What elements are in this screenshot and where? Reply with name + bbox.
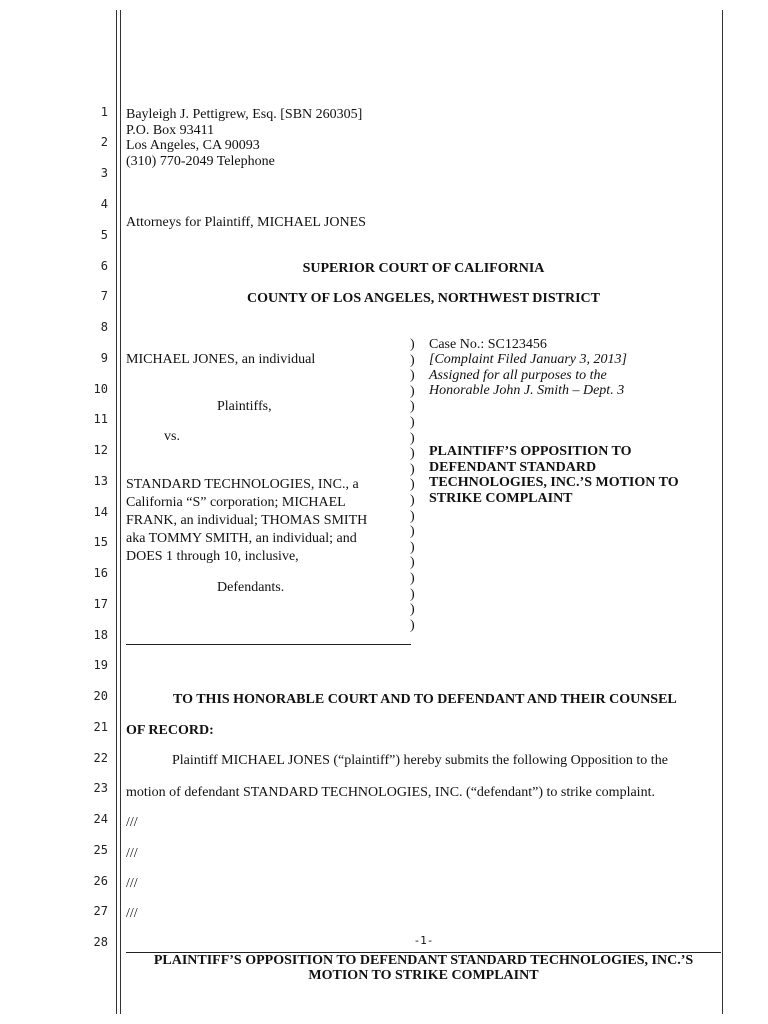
court-district: COUNTY OF LOS ANGELES, NORTHWEST DISTRICT (247, 291, 600, 306)
line-number: 13 (93, 474, 108, 488)
caption-parenthesis: ) (410, 461, 415, 477)
caption-parenthesis: ) (410, 399, 415, 415)
defendant-line: FRANK, an individual; THOMAS SMITH (126, 513, 368, 528)
line-number: 16 (93, 566, 108, 580)
line-number: 21 (93, 720, 108, 734)
caption-parenthesis: ) (410, 508, 415, 524)
caption-parenthesis: ) (410, 477, 415, 493)
caption-parenthesis: ) (410, 383, 415, 399)
line-number: 7 (100, 289, 108, 303)
defendant-role: Defendants. (217, 580, 285, 595)
footer-title-line: PLAINTIFF’S OPPOSITION TO DEFENDANT STANDARD TECHNOLOGIES, INC.’S (153, 953, 694, 968)
defendant-line: STANDARD TECHNOLOGIES, INC., a (126, 477, 359, 492)
line-number: 24 (93, 812, 108, 826)
line-number: 18 (93, 628, 108, 642)
line-number: 28 (93, 935, 108, 949)
attorney-city: Los Angeles, CA 90093 (126, 138, 260, 153)
page-number: -1- (413, 934, 434, 947)
caption-parenthesis: ) (410, 602, 415, 618)
left-margin-rule-inner (120, 10, 121, 1014)
line-number: 26 (93, 874, 108, 888)
line-number: 3 (100, 166, 108, 180)
defendant-line: California “S” corporation; MICHAEL (126, 495, 346, 510)
caption-parenthesis: ) (410, 524, 415, 540)
caption-parenthesis: ) (410, 446, 415, 462)
line-number: 5 (100, 228, 108, 242)
document-title-line: STRIKE COMPLAINT (429, 491, 573, 506)
document-title-line: PLAINTIFF’S OPPOSITION TO (429, 444, 632, 459)
caption-parenthesis: ) (410, 617, 415, 633)
line-number: 14 (93, 505, 108, 519)
caption-parenthesis: ) (410, 555, 415, 571)
line-number: 20 (93, 689, 108, 703)
attorneys-for: Attorneys for Plaintiff, MICHAEL JONES (126, 215, 366, 230)
assignment-line: Assigned for all purposes to the (429, 368, 607, 383)
attorney-po-box: P.O. Box 93411 (126, 123, 215, 138)
attorney-phone: (310) 770-2049 Telephone (126, 154, 275, 169)
court-name: SUPERIOR COURT OF CALIFORNIA (302, 261, 545, 276)
line-number: 1 (100, 105, 108, 119)
right-margin-rule (722, 10, 723, 1014)
caption-underline (126, 644, 411, 645)
versus: vs. (164, 429, 180, 444)
footer-title-line: MOTION TO STRIKE COMPLAINT (308, 968, 539, 983)
section-break-slashes: /// (126, 876, 138, 891)
caption-parenthesis: ) (410, 368, 415, 384)
plaintiff-role: Plaintiffs, (217, 399, 272, 414)
line-number: 17 (93, 597, 108, 611)
line-number: 22 (93, 751, 108, 765)
line-number: 2 (100, 135, 108, 149)
caption-parenthesis: ) (410, 352, 415, 368)
document-title-line: DEFENDANT STANDARD (429, 460, 597, 475)
section-break-slashes: /// (126, 846, 138, 861)
defendant-line: DOES 1 through 10, inclusive, (126, 549, 299, 564)
salutation-line: OF RECORD: (126, 723, 214, 738)
defendant-line: aka TOMMY SMITH, an individual; and (126, 531, 357, 546)
assignment-judge: Honorable John J. Smith – Dept. 3 (429, 383, 625, 398)
line-number: 25 (93, 843, 108, 857)
caption-parenthesis: ) (410, 414, 415, 430)
caption-parenthesis: ) (410, 492, 415, 508)
body-paragraph-line: Plaintiff MICHAEL JONES (“plaintiff”) hereby submits the following Opposition to the (172, 753, 668, 768)
left-margin-rule-outer (116, 10, 117, 1014)
caption-parenthesis: ) (410, 570, 415, 586)
section-break-slashes: /// (126, 815, 138, 830)
line-number: 12 (93, 443, 108, 457)
section-break-slashes: /// (126, 906, 138, 921)
line-number: 27 (93, 904, 108, 918)
line-number: 4 (100, 197, 108, 211)
caption-parenthesis: ) (410, 539, 415, 555)
document-title-line: TECHNOLOGIES, INC.’S MOTION TO (429, 475, 679, 490)
line-number: 19 (93, 658, 108, 672)
salutation-line: TO THIS HONORABLE COURT AND TO DEFENDANT AND THEIR COUNSEL (173, 692, 677, 707)
body-paragraph-line: motion of defendant STANDARD TECHNOLOGIES, INC. (“defendant”) to strike complaint. (126, 785, 655, 800)
line-number: 11 (93, 412, 108, 426)
line-number: 8 (100, 320, 108, 334)
line-number: 15 (93, 535, 108, 549)
plaintiff-name: MICHAEL JONES, an individual (126, 352, 316, 367)
caption-parenthesis-column (410, 337, 422, 633)
attorney-name: Bayleigh J. Pettigrew, Esq. [SBN 260305] (126, 107, 363, 122)
line-number: 10 (93, 382, 108, 396)
line-number: 6 (100, 259, 108, 273)
caption-parenthesis: ) (410, 586, 415, 602)
line-number: 23 (93, 781, 108, 795)
case-number: Case No.: SC123456 (429, 337, 547, 352)
caption-parenthesis: ) (410, 337, 415, 352)
complaint-filed: [Complaint Filed January 3, 2013] (429, 352, 627, 367)
line-number: 9 (100, 351, 108, 365)
caption-parenthesis: ) (410, 430, 415, 446)
